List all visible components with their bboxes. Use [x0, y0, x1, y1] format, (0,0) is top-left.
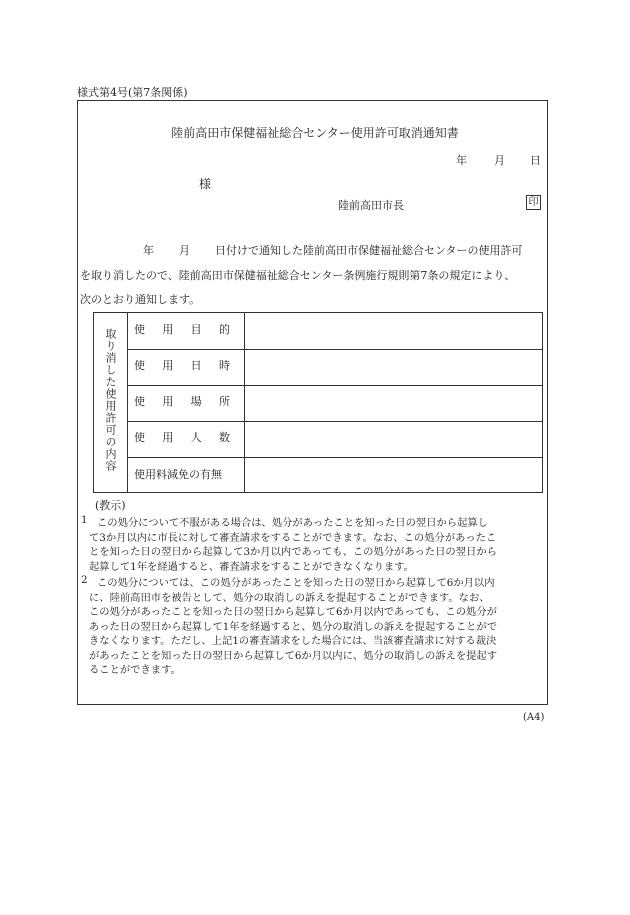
row-value-fee-exemption[interactable]: [245, 458, 541, 492]
row-label-char: 使: [134, 431, 145, 444]
notice-item-2-line: あった日の翌日から起算して1年を経過すると、処分の取消しの訴えを提起することがで: [89, 621, 498, 633]
row-value-datetime[interactable]: [245, 349, 541, 383]
row-label-char: 的: [218, 323, 230, 336]
row-label-char: 日: [190, 359, 202, 372]
notice-item-2-line: に、陸前高田市を被告として、処分の取消しの訴えを提起することができます。なお、: [89, 592, 490, 604]
body-line-2: を取り消したので、陸前高田市保健福祉総合センター条例施行規則第7条の規定により、: [80, 269, 516, 282]
row-label-fee-exemption: 使用料減免の有無: [134, 468, 222, 481]
row-label-char: 人: [190, 431, 202, 444]
row-label-char: 用: [162, 431, 174, 444]
row-label-purpose: [130, 312, 242, 348]
row-label-datetime: [130, 348, 242, 384]
notice-item-number: 1: [81, 514, 88, 526]
notice-item-1-line: て3か月以内に市長に対して審査請求をすることができます。なお、この処分があったこ: [89, 532, 497, 544]
notice-item-2-line: ることができます。: [89, 664, 181, 676]
row-label-char: 使: [134, 323, 145, 336]
row-label-char: 目: [190, 323, 202, 336]
row-label-char: 数: [218, 431, 230, 444]
notice-item-1-line: 起算して1年を経過すると、審査請求をすることができなくなります。: [89, 561, 414, 573]
row-label-char: 用: [162, 323, 174, 336]
row-label-char: 用: [162, 359, 174, 372]
table-side-label: 取り消した使用許可の内容: [104, 328, 117, 472]
notice-item-1-line: この処分について不服がある場合は、処分があったことを知った日の翌日から起算し: [97, 517, 488, 529]
row-label-char: 場: [190, 395, 202, 408]
body-line-1: 日付けで通知した陸前高田市保健福祉総合センターの使用許可: [215, 244, 523, 257]
body-line-3: 次のとおり通知します。: [80, 293, 201, 306]
addressee-suffix: 様: [199, 177, 212, 191]
row-value-headcount[interactable]: [245, 421, 541, 455]
notice-heading: (教示): [95, 499, 126, 512]
document-title: 陸前高田市保健福祉総合センター使用許可取消通知書: [171, 126, 459, 140]
row-label-char: 使: [134, 359, 145, 372]
form-number-label: 様式第4号(第7条関係): [77, 86, 188, 99]
row-label-char: 用: [162, 395, 174, 408]
table-divider: [127, 313, 128, 492]
row-label-char: 所: [218, 395, 230, 408]
row-label-headcount: [130, 420, 242, 456]
notice-item-2-line: があったことを知った日の翌日から起算して6か月以内に、処分の取消しの訴えを提起す: [89, 650, 498, 662]
notice-item-2-line: この処分があったことを知った日の翌日から起算して6か月以内であっても、この処分が: [89, 606, 497, 618]
issuer-name: 陸前高田市長: [338, 199, 404, 212]
date-month-label: 月: [494, 154, 505, 167]
row-value-place[interactable]: [245, 385, 541, 419]
notice-item-2-line: この処分については、この処分があったことを知った日の翌日から起算して6か月以内: [97, 577, 495, 589]
row-label-place: [130, 384, 242, 420]
seal-mark: 印: [526, 195, 541, 210]
notice-item-1-line: とを知った日の翌日から起算して3か月以内であっても、この処分があった日の翌日から: [89, 546, 497, 558]
body-year-label: 年: [143, 244, 154, 257]
notice-item-number: 2: [81, 574, 88, 586]
row-label-char: 時: [218, 359, 230, 372]
notice-item-2-line: きなくなります。ただし、上記1の審査請求をした場合には、当該審査請求に対する裁決: [89, 635, 497, 647]
row-label-char: 使: [134, 395, 145, 408]
date-year-label: 年: [456, 154, 467, 167]
row-value-purpose[interactable]: [245, 313, 541, 347]
date-day-label: 日: [530, 154, 541, 167]
paper-size-label: (A4): [523, 712, 545, 723]
body-month-label: 月: [179, 244, 190, 257]
